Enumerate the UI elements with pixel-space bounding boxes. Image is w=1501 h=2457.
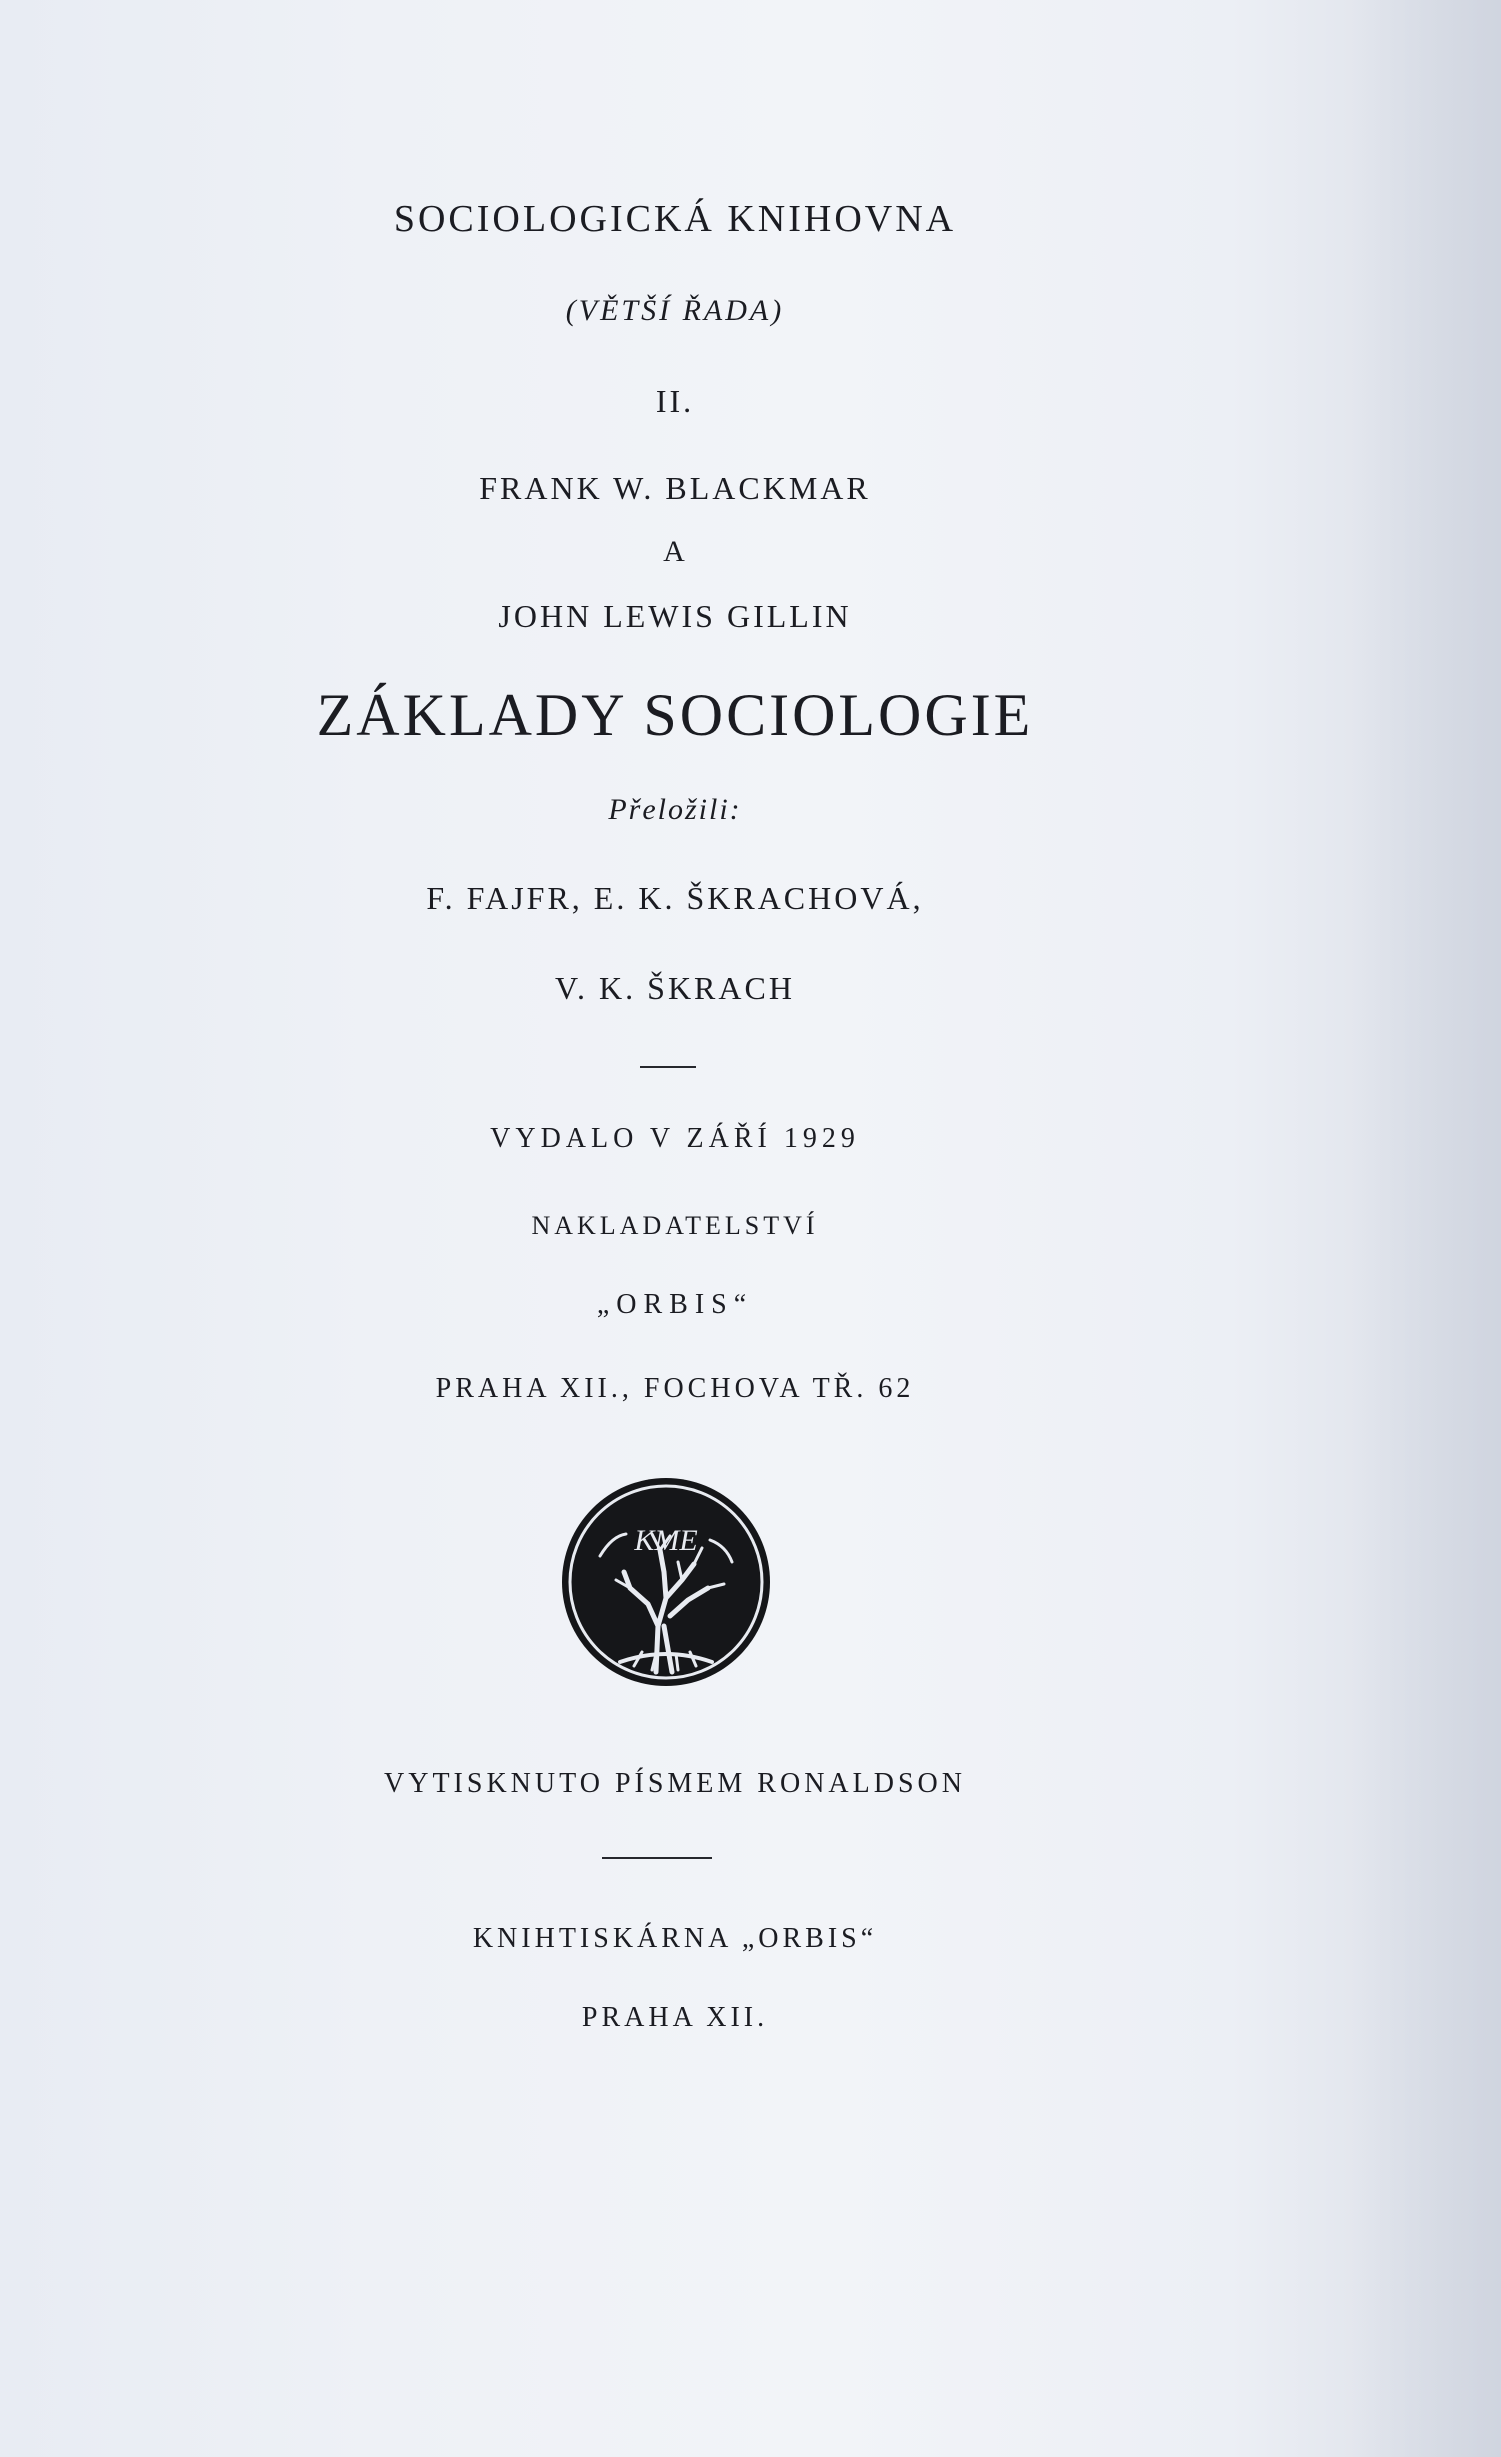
author-conjunction: A xyxy=(663,535,687,568)
orbis-tree-emblem-icon xyxy=(560,1476,772,1688)
publication-date: VYDALO V ZÁŘÍ 1929 xyxy=(490,1123,860,1154)
page-edge-shadow xyxy=(1351,0,1501,2457)
author-second: JOHN LEWIS GILLIN xyxy=(498,598,852,634)
publisher-label: NAKLADATELSTVÍ xyxy=(531,1211,819,1240)
publisher-name: „ORBIS“ xyxy=(596,1289,754,1320)
series-name: SOCIOLOGICKÁ KNIHOVNA xyxy=(393,198,957,240)
book-title: ZÁKLADY SOCIOLOGIE xyxy=(316,682,1034,748)
printer-city: PRAHA XII. xyxy=(581,2002,769,2033)
divider-rule xyxy=(602,1857,712,1859)
printer-name: KNIHTISKÁRNA „ORBIS“ xyxy=(472,1923,878,1954)
volume-number: II. xyxy=(655,383,695,419)
typeface-note: VYTISKNUTO PÍSMEM RONALDSON xyxy=(384,1768,966,1799)
translators-line-2: V. K. ŠKRACH xyxy=(555,970,795,1006)
publisher-address: PRAHA XII., FOCHOVA TŘ. 62 xyxy=(435,1373,915,1404)
divider-rule xyxy=(640,1066,696,1068)
logo-text: KME xyxy=(634,1524,698,1557)
author-first: FRANK W. BLACKMAR xyxy=(479,470,871,506)
series-subtitle: (VĚTŠÍ ŘADA) xyxy=(565,294,785,327)
translators-line-1: F. FAJFR, E. K. ŠKRACHOVÁ, xyxy=(426,880,924,916)
translators-label: Přeložili: xyxy=(608,793,742,826)
